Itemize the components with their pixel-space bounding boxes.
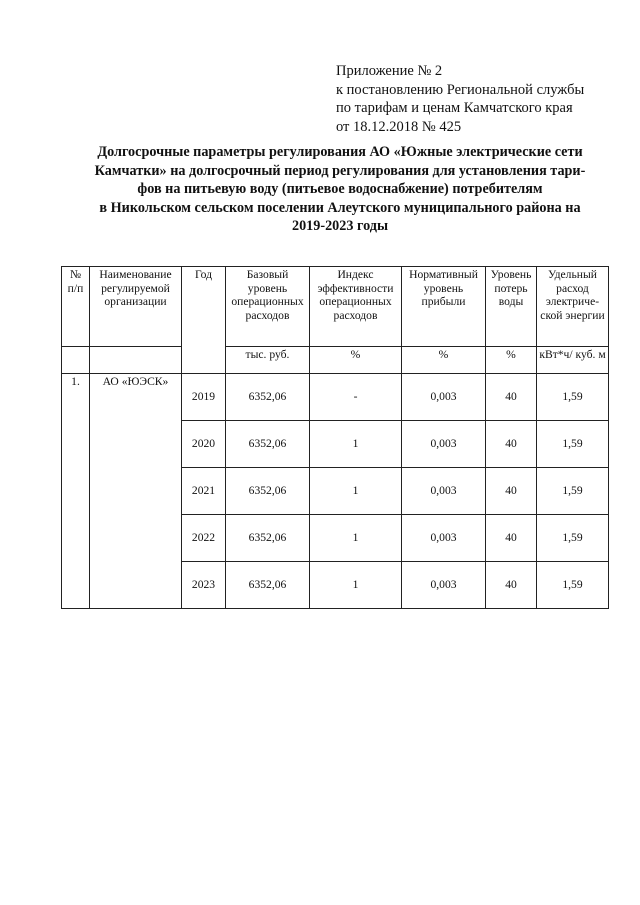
- cell-year: 2020: [182, 421, 226, 468]
- organization-name: АО «ЮЭСК»: [90, 374, 182, 609]
- cell-profit: 0,003: [402, 374, 486, 421]
- title-line: в Никольском сельском поселении Алеутского муниципального района на: [99, 199, 581, 216]
- header-loss: Уровень потерь воды: [486, 267, 537, 347]
- cell-year: 2021: [182, 468, 226, 515]
- cell-energy: 1,59: [537, 515, 609, 562]
- table-row: [62, 374, 609, 421]
- cell-loss: 40: [486, 468, 537, 515]
- header-num: № п/п: [62, 267, 90, 347]
- cell-energy: 1,59: [537, 421, 609, 468]
- cell-loss: 40: [486, 515, 537, 562]
- cell-base: 6352,06: [226, 374, 310, 421]
- units-row: [62, 347, 609, 374]
- appendix-line: к постановлению Региональной службы: [336, 81, 585, 98]
- cell-energy: 1,59: [537, 562, 609, 609]
- title-line: фов на питьевую воду (питьевое водоснабжение) потребителям: [137, 181, 543, 198]
- appendix-line: по тарифам и ценам Камчатского края: [336, 100, 573, 116]
- cell-base: 6352,06: [226, 468, 310, 515]
- title-line: Долгосрочные параметры регулирования АО «Южные электрические сети: [97, 144, 583, 160]
- header-row: [62, 267, 609, 347]
- cell-loss: 40: [486, 421, 537, 468]
- cell-base: 6352,06: [226, 562, 310, 609]
- unit-index: %: [310, 347, 402, 374]
- cell-index: 1: [310, 421, 402, 468]
- cell-year: 2022: [182, 515, 226, 562]
- cell-index: 1: [310, 468, 402, 515]
- unit-base: тыс. руб.: [226, 347, 310, 374]
- header-index: Индекс эффективности операционных расходов: [310, 267, 402, 347]
- cell-profit: 0,003: [402, 515, 486, 562]
- appendix-line: Приложение № 2: [336, 63, 443, 79]
- cell-index: 1: [310, 562, 402, 609]
- cell-loss: 40: [486, 562, 537, 609]
- cell-base: 6352,06: [226, 515, 310, 562]
- cell-profit: 0,003: [402, 421, 486, 468]
- appendix-block: [336, 62, 584, 136]
- cell-profit: 0,003: [402, 468, 486, 515]
- row-number: 1.: [62, 374, 90, 609]
- cell-loss: 40: [486, 374, 537, 421]
- appendix-line: от 18.12.2018 № 425: [336, 118, 462, 135]
- cell-year: 2019: [182, 374, 226, 421]
- unit-energy: кВт*ч/ куб. м: [537, 347, 609, 374]
- header-base: Базовый уровень операционных расходов: [226, 267, 310, 347]
- cell-energy: 1,59: [537, 468, 609, 515]
- cell-energy: 1,59: [537, 374, 609, 421]
- cell-index: 1: [310, 515, 402, 562]
- unit-loss: %: [486, 347, 537, 374]
- title-line: 2019-2023 годы: [291, 218, 389, 235]
- parameters-table: [61, 266, 609, 609]
- units-empty: [90, 347, 182, 374]
- cell-index: -: [310, 374, 402, 421]
- cell-profit: 0,003: [402, 562, 486, 609]
- title-line: Камчатки» на долгосрочный период регулирования для установления тари-: [94, 162, 586, 179]
- unit-profit: %: [402, 347, 486, 374]
- cell-year: 2023: [182, 562, 226, 609]
- cell-base: 6352,06: [226, 421, 310, 468]
- header-org: Наименование регулируемой организации: [90, 267, 182, 347]
- header-energy: Удельный расход электриче-ской энергии: [537, 267, 609, 347]
- header-profit: Нормативный уровень прибыли: [402, 267, 486, 347]
- units-empty: [62, 347, 90, 374]
- header-year: Год: [182, 267, 226, 374]
- document-title: [62, 143, 618, 236]
